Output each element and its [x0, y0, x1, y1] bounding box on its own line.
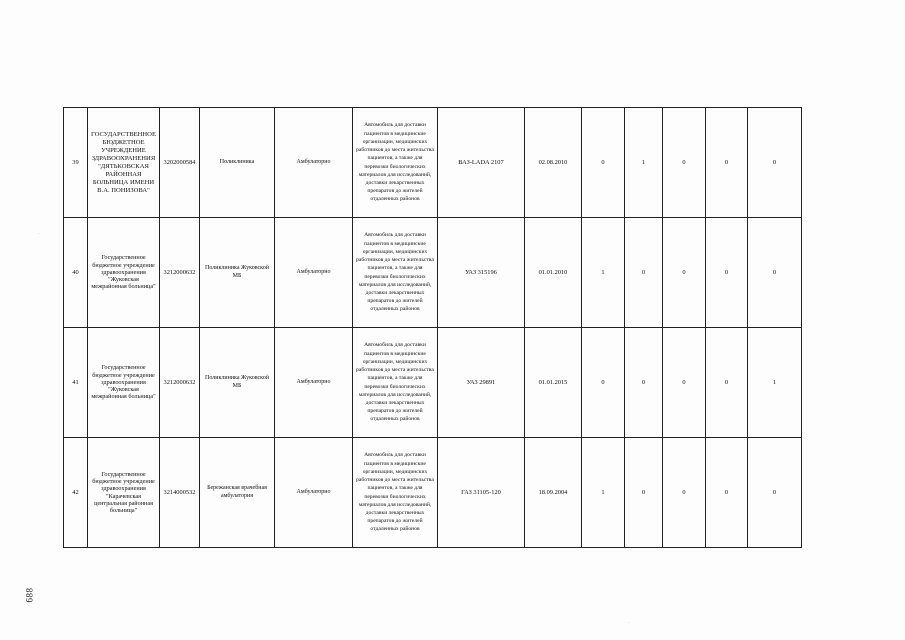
count-cell: 0 — [582, 108, 625, 218]
vehicle-purpose: Автомобиль для доставки пациентов в медицинские организации, медицинских работников до места жительства пациентов, а также для перевозки биологических материалов для исследований, доставки лекарственных препаратов до жителей отдаленных районов — [353, 328, 438, 438]
vehicle-purpose: Автомобиль для доставки пациентов в медицинские организации, медицинских работников до места жительства пациентов, а также для перевозки биологических материалов для исследований, доставки лекарственных препаратов до жителей отдаленных районов — [353, 218, 438, 328]
vehicle-model: УАЗ 29891 — [438, 328, 525, 438]
count-cell: 0 — [625, 438, 663, 548]
table-row — [64, 108, 802, 218]
inn-code: 3202000584 — [160, 108, 200, 218]
count-cell: 0 — [706, 438, 748, 548]
scan-speck: · — [38, 232, 40, 237]
count-cell: 0 — [748, 438, 802, 548]
count-cell: 0 — [748, 218, 802, 328]
care-type: Амбулаторно — [275, 328, 353, 438]
table-row — [64, 328, 802, 438]
inn-code: 3212000632 — [160, 328, 200, 438]
unit-name: Бережанская врачебная амбулатория — [200, 438, 275, 548]
care-type: Амбулаторно — [275, 438, 353, 548]
page-number: 688 — [24, 587, 35, 603]
organization-name: Государственное бюджетное учреждение здравоохранения "Жуковская межрайонная больница" — [88, 218, 160, 328]
vehicle-purpose: Автомобиль для доставки пациентов в медицинские организации, медицинских работников до места жительства пациентов, а также для перевозки биологических материалов для исследований, доставки лекарственных препаратов до жителей отдаленных районов — [353, 438, 438, 548]
registration-date: 02.08.2010 — [525, 108, 582, 218]
count-cell: 0 — [663, 438, 706, 548]
organization-name: Государственное бюджетное учреждение здравоохранения "Жуковская межрайонная больница" — [88, 328, 160, 438]
scan-speck: · — [628, 621, 630, 626]
row-number: 39 — [64, 108, 88, 218]
count-cell: 0 — [663, 108, 706, 218]
vehicle-model: ВАЗ-LADA 2107 — [438, 108, 525, 218]
count-cell: 0 — [663, 218, 706, 328]
count-cell: 0 — [582, 328, 625, 438]
count-cell: 1 — [582, 218, 625, 328]
organization-name: ГОСУДАРСТВЕННОЕ БЮДЖЕТНОЕ УЧРЕЖДЕНИЕ ЗДРАВООХРАНЕНИЯ "ДЯТЬКОВСКАЯ РАЙОННАЯ БОЛЬНИЦА ИМЕНИ В.А. ПОНИЗОВА" — [88, 108, 160, 218]
care-type: Амбулаторно — [275, 218, 353, 328]
row-number: 41 — [64, 328, 88, 438]
unit-name: Поликлиника Жуковской МБ — [200, 218, 275, 328]
unit-name: Поликлиника Жуковской МБ — [200, 328, 275, 438]
registration-date: 01.01.2010 — [525, 218, 582, 328]
registration-date: 01.01.2015 — [525, 328, 582, 438]
vehicle-purpose: Автомобиль для доставки пациентов в медицинские организации, медицинских работников до места жительства пациентов, а также для перевозки биологических материалов для исследований, доставки лекарственных препаратов до жителей отдаленных районов — [353, 108, 438, 218]
count-cell: 1 — [748, 328, 802, 438]
unit-name: Поликлиника — [200, 108, 275, 218]
vehicle-model: ГАЗ 31105-120 — [438, 438, 525, 548]
row-number: 40 — [64, 218, 88, 328]
table-row — [64, 218, 802, 328]
vehicle-registry-table — [63, 107, 802, 548]
registration-date: 18.09.2004 — [525, 438, 582, 548]
table-row — [64, 438, 802, 548]
count-cell: 0 — [748, 108, 802, 218]
count-cell: 1 — [625, 108, 663, 218]
count-cell: 0 — [706, 328, 748, 438]
count-cell: 0 — [625, 328, 663, 438]
organization-name: Государственное бюджетное учреждение здравоохранения "Карачевская центральная районная больница" — [88, 438, 160, 548]
count-cell: 0 — [706, 108, 748, 218]
inn-code: 3214000532 — [160, 438, 200, 548]
count-cell: 0 — [625, 218, 663, 328]
count-cell: 1 — [582, 438, 625, 548]
count-cell: 0 — [706, 218, 748, 328]
inn-code: 3212000632 — [160, 218, 200, 328]
vehicle-model: УАЗ 315196 — [438, 218, 525, 328]
care-type: Амбулаторно — [275, 108, 353, 218]
row-number: 42 — [64, 438, 88, 548]
count-cell: 0 — [663, 328, 706, 438]
